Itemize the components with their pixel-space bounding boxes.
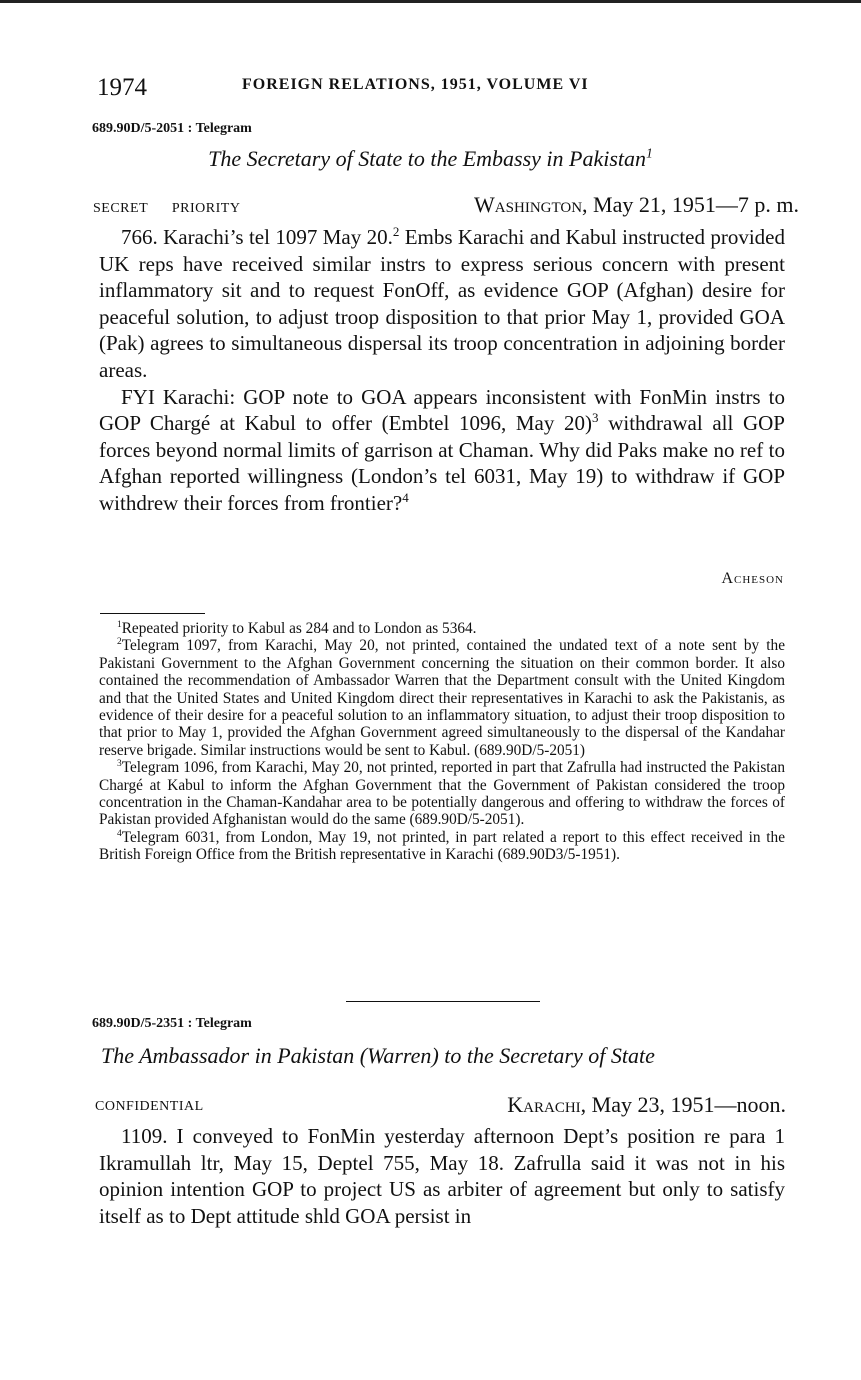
footnote-ref-4: 4 [402,489,409,505]
footnote-text: Repeated priority to Kabul as 284 and to London as 5364. [121,620,477,637]
footnote-mark: 4 [117,828,122,839]
doc2-paragraph-1: 1109. I conveyed to FonMin yesterday afternoon Dept’s position re para 1 Ikramullah ltr, May 15, Deptel 755, May 18. Zafrulla said it was not in his opinion intention GOP to project US as arbiter of agreement but only to satisfy itself as to Dept attitude shld GOA persist in [99,1124,785,1228]
footnote-text: Telegram 1097, from Karachi, May 20, not printed, contained the undated text of a note sent by the Pakistani Government to the Afghan Government concerning the situation on their common border. It also contained the recommendation of Ambassador Warren that the Department consult with the United Kingdom and that the United States and United Kingdom direct their representatives in Karachi to ask the Pakistanis, as evidence of their desire for a peaceful solution to an inflammatory situation, to adjust their troop disposition to that prior to May 1, provided the Afghan Government agreed simultaneously to the dispersal of the Kandahar reserve brigade. Similar instructions would be sent to Kabul. (689.90D/5-2051) [99,637,785,759]
doc1-para2-rest: withdrawal all GOP forces beyond normal limits of garrison at Chaman. Why did Paks make no ref to Afghan reported willingness (London’s tel 6031, May 19) to withdraw if GOP withdrew their forces from frontier? [99,411,785,515]
footnote-mark: 1 [117,619,122,630]
doc1-place: Washington [474,192,583,217]
page-top-edge [0,0,861,3]
doc2-classification: CONFIDENTIAL [95,1099,204,1114]
doc1-dateline [474,192,799,218]
doc1-signature: Acheson [721,570,784,587]
footnote-ref-3: 3 [592,410,599,426]
doc1-classification: SECRET PRIORITY [93,201,241,216]
doc1-paragraph-1 [99,224,785,384]
doc1-title-text: The Secretary of State to the Embassy in Pakistan [208,146,647,171]
footnotes [99,620,785,864]
doc2-title-end: ) to the Secretary of State [431,1043,655,1068]
doc2-dateline [507,1092,786,1118]
doc1-file-reference: 689.90D/5-2051 : Telegram [92,121,252,136]
doc1-para2-start: FYI Karachi: GOP note to GOA appears inconsistent with FonMin instrs to GOP Chargé at Kabul to offer (Embtel 1096, May 20) [99,384,785,436]
footnote-1 [99,620,785,637]
doc1-paragraph-2 [99,384,785,517]
footnote-divider [100,613,205,614]
doc2-place: Karachi [507,1092,581,1117]
footnote-text: Telegram 1096, from Karachi, May 20, not printed, reported in part that Zafrulla had instructed the Pakistan Chargé at Kabul to inform the Afghan Government that the Government of Pakistan considered the troop concentration in the Chaman-Kandahar area to be potentially dangerous and offering to withdraw the forces of Pakistan provided Afghanistan would do the same (689.90D/5-2051). [99,759,785,829]
doc2-body [99,1123,785,1229]
doc1-title [0,146,861,172]
doc1-para1-start: 766. Karachi’s tel 1097 May 20. [121,225,393,249]
doc2-title-name: Warren [367,1043,432,1068]
running-title: FOREIGN RELATIONS, 1951, VOLUME VI [242,76,589,93]
doc2-title [101,1043,655,1069]
footnote-2 [99,637,785,759]
doc1-body [99,224,785,517]
doc1-para1-rest: Embs Karachi and Kabul instructed provided UK reps have received similar instrs to express serious concern with present inflammatory sit and to request FonOff, as evidence GOP (Afghan) desire for peaceful solution, to adjust troop disposition to that prior May 1, provided GOA (Pak) agrees to simultaneous dispersal its troop concentration in adjoining border areas. [99,225,785,382]
footnote-text: Telegram 6031, from London, May 19, not printed, in part related a report to this effect received in the British Foreign Office from the British representative in Karachi (689.90D3/5-1951). [99,828,785,864]
footnote-3 [99,759,785,829]
doc1-date: , May 21, 1951—7 p. m. [582,192,799,217]
footnote-ref-1: 1 [646,145,653,161]
document-separator [346,1001,540,1002]
doc2-title-start: The Ambassador in Pakistan ( [101,1043,368,1068]
footnote-4 [99,829,785,864]
page-number: 1974 [97,74,147,101]
doc2-date: , May 23, 1951—noon. [580,1092,786,1117]
footnote-ref-2: 2 [392,224,400,239]
footnote-mark: 2 [117,637,122,648]
footnote-mark: 3 [117,759,122,770]
doc2-file-reference: 689.90D/5-2351 : Telegram [92,1016,252,1031]
